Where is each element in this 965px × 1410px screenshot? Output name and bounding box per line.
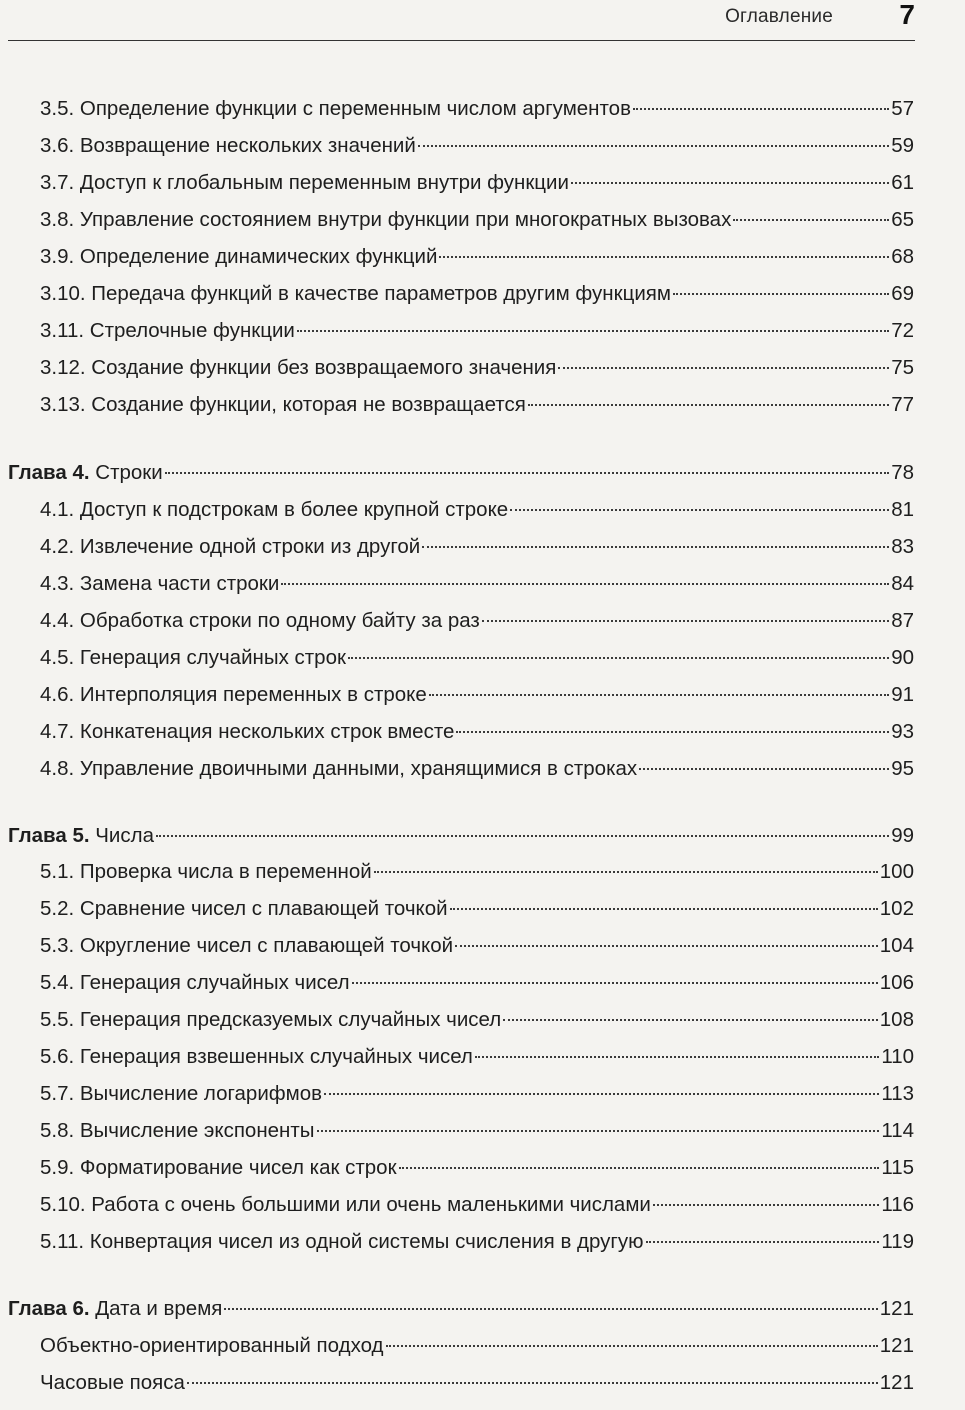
- toc-page-number: 114: [881, 1119, 914, 1142]
- dot-leader: [482, 619, 889, 622]
- toc-section-entry: [40, 131, 914, 161]
- dot-leader: [633, 107, 889, 110]
- toc-section-entry: [40, 1079, 914, 1109]
- dot-leader: [317, 1129, 880, 1132]
- page-number: 7: [899, 0, 915, 30]
- toc-entry-title: 5.4. Генерация случайных чисел: [40, 971, 350, 994]
- toc-entry-title: 3.13. Создание функции, которая не возвращается: [40, 393, 526, 416]
- toc-page-number: 75: [891, 356, 914, 379]
- toc-page-number: 116: [881, 1193, 914, 1216]
- toc-entry-label: [40, 1368, 185, 1398]
- toc-section-entry: [40, 1190, 914, 1220]
- toc-section-entry: [40, 1227, 914, 1257]
- toc-page-number: 104: [879, 934, 914, 957]
- toc-entry-title: 4.8. Управление двоичными данными, хранящимися в строках: [40, 757, 638, 780]
- toc-entry-label: [8, 458, 163, 488]
- dot-leader: [475, 1055, 879, 1058]
- dot-leader: [510, 508, 889, 511]
- toc-entry-label: [8, 1294, 222, 1324]
- toc-entry-label: [40, 279, 671, 309]
- toc-page-number: 121: [879, 1334, 914, 1357]
- toc-entry-label: [40, 968, 350, 998]
- toc-section-entry: [40, 168, 914, 198]
- toc-entry-title: 5.5. Генерация предсказуемых случайных чисел: [40, 1008, 502, 1031]
- toc-section-entry: [40, 754, 914, 784]
- dot-leader: [456, 730, 889, 733]
- toc-entry-title: 3.7. Доступ к глобальным переменным внутри функции: [40, 171, 569, 194]
- toc-page-number: 119: [881, 1230, 914, 1253]
- toc-section-entry: [40, 242, 914, 272]
- toc-entry-title: Объектно-ориентированный подход: [40, 1334, 384, 1357]
- toc-page-number: 113: [881, 1082, 914, 1105]
- toc-entry-title: 5.8. Вычисление экспоненты: [40, 1119, 315, 1142]
- toc-page-number: 108: [879, 1008, 914, 1031]
- toc-page-number: 69: [891, 282, 914, 305]
- toc-entry-title: 3.9. Определение динамических функций: [40, 245, 438, 268]
- toc-entry-label: [40, 606, 480, 636]
- toc-entry-title: 5.3. Округление чисел с плавающей точкой: [40, 934, 454, 957]
- toc-page-number: 59: [891, 134, 914, 157]
- dot-leader: [324, 1092, 879, 1095]
- toc-page-number: 115: [881, 1156, 914, 1179]
- toc-entry-title: 5.6. Генерация взвешенных случайных чисел: [40, 1045, 473, 1068]
- toc-section-entry: [40, 1153, 914, 1183]
- toc-entry-label: [40, 894, 448, 924]
- toc-entry-label: [40, 1153, 397, 1183]
- toc-entry-title: 4.6. Интерполяция переменных в строке: [40, 683, 427, 706]
- toc-entry-label: [40, 353, 556, 383]
- toc-section-entry: [40, 390, 914, 420]
- toc-entry-label: [40, 316, 295, 346]
- dot-leader: [429, 693, 889, 696]
- toc-entry-label: [40, 857, 372, 887]
- dot-leader: [653, 1203, 879, 1206]
- dot-leader: [418, 144, 889, 147]
- dot-leader: [386, 1344, 878, 1347]
- running-header-title: Оглавление: [725, 6, 833, 27]
- toc-entry-title: 4.7. Конкатенация нескольких строк вместе: [40, 720, 455, 743]
- toc-section-entry: [40, 279, 914, 309]
- toc-section-entry: [40, 606, 914, 636]
- toc-entry-label: [40, 1227, 644, 1257]
- toc-page-number: 83: [891, 535, 914, 558]
- toc-entry-title: 5.2. Сравнение чисел с плавающей точкой: [40, 897, 448, 920]
- toc-section-entry: [40, 857, 914, 887]
- chapter-prefix: Глава 6.: [8, 1297, 90, 1320]
- toc-entry-label: [40, 1116, 315, 1146]
- toc-section-entry: [40, 205, 914, 235]
- toc-section-entry: [40, 717, 914, 747]
- toc-page-number: 77: [891, 393, 914, 416]
- dot-leader: [156, 834, 889, 837]
- toc-page-number: 65: [891, 208, 914, 231]
- toc-entry-label: [40, 495, 508, 525]
- toc-entry-label: [40, 390, 526, 420]
- toc-section-entry: [40, 316, 914, 346]
- toc-page-number: 91: [891, 683, 914, 706]
- toc-entry-title: Строки: [95, 461, 163, 484]
- toc-entry-label: [40, 1331, 384, 1361]
- toc-entry-label: [40, 717, 454, 747]
- running-header: [8, 0, 915, 41]
- toc-chapter-entry: [8, 1294, 914, 1324]
- toc-page-number: 68: [891, 245, 914, 268]
- toc-entry-title: 4.1. Доступ к подстрокам в более крупной строке: [40, 498, 509, 521]
- dot-leader: [455, 944, 878, 947]
- toc-section-entry: [40, 968, 914, 998]
- toc-section-entry: [40, 643, 914, 673]
- toc-page-number: 106: [879, 971, 914, 994]
- toc-page-number: 102: [879, 897, 914, 920]
- toc-section-entry: [40, 94, 914, 124]
- dot-leader: [224, 1307, 877, 1310]
- toc-entry-title: 4.4. Обработка строки по одному байту за раз: [40, 609, 480, 632]
- toc-page-number: 110: [881, 1045, 914, 1068]
- dot-leader: [639, 767, 889, 770]
- dot-leader: [352, 981, 878, 984]
- chapter-prefix: Глава 5.: [8, 824, 90, 847]
- toc-section-entry: [40, 680, 914, 710]
- toc-entry-title: 3.8. Управление состоянием внутри функции при многократных вызовах: [40, 208, 732, 231]
- toc-entry-label: [40, 931, 453, 961]
- toc-entry-title: Числа: [95, 824, 154, 847]
- dot-leader: [571, 181, 889, 184]
- dot-leader: [673, 292, 889, 295]
- dot-leader: [281, 582, 889, 585]
- toc-page-number: 93: [891, 720, 914, 743]
- toc-section-entry: [40, 1005, 914, 1035]
- chapter-prefix: Глава 4.: [8, 461, 90, 484]
- toc-entry-label: [40, 1042, 473, 1072]
- toc-entry-title: 5.7. Вычисление логарифмов: [40, 1082, 323, 1105]
- toc-entry-label: [40, 242, 437, 272]
- toc-entry-title: 3.5. Определение функции с переменным числом аргументов: [40, 97, 631, 120]
- toc-entry-label: [40, 680, 427, 710]
- toc-entry-label: [40, 1079, 322, 1109]
- toc-entry-label: [40, 168, 569, 198]
- toc-entry-label: [8, 821, 154, 851]
- dot-leader: [733, 218, 889, 221]
- toc-entry-title: 4.5. Генерация случайных строк: [40, 646, 346, 669]
- dot-leader: [165, 471, 890, 474]
- toc-section-entry: [40, 1368, 914, 1398]
- dot-leader: [374, 870, 878, 873]
- toc-entry-label: [40, 1005, 501, 1035]
- toc-section-entry: [40, 353, 914, 383]
- toc-entry-title: 3.10. Передача функций в качестве параметров другим функциям: [40, 282, 671, 305]
- dot-leader: [297, 329, 889, 332]
- toc-entry-label: [40, 754, 637, 784]
- dot-leader: [399, 1166, 880, 1169]
- toc-section-entry: [40, 532, 914, 562]
- toc-section-entry: [40, 1116, 914, 1146]
- toc-entry-label: [40, 569, 279, 599]
- toc-entry-title: 4.3. Замена части строки: [40, 572, 280, 595]
- toc-entry-title: 5.9. Форматирование чисел как строк: [40, 1156, 397, 1179]
- dot-leader: [187, 1381, 878, 1384]
- toc-page-number: 72: [891, 319, 914, 342]
- toc-chapter-entry: [8, 821, 914, 851]
- dot-leader: [439, 255, 889, 258]
- dot-leader: [528, 403, 889, 406]
- toc-section-entry: [40, 495, 914, 525]
- toc-page-number: 95: [891, 757, 914, 780]
- toc-page-number: 90: [891, 646, 914, 669]
- dot-leader: [646, 1240, 880, 1243]
- toc-page-number: 99: [891, 824, 914, 847]
- toc-entry-title: 3.11. Стрелочные функции: [40, 319, 295, 342]
- toc-page-number: 100: [879, 860, 914, 883]
- toc-page-number: 81: [891, 498, 914, 521]
- toc-entry-label: [40, 1190, 651, 1220]
- toc-chapter-entry: [8, 458, 914, 488]
- toc-entry-title: 5.10. Работа с очень большими или очень маленькими числами: [40, 1193, 651, 1216]
- toc-entry-title: 3.6. Возвращение нескольких значений: [40, 134, 416, 157]
- toc-page-number: 78: [891, 461, 914, 484]
- toc-entry-title: 5.11. Конвертация чисел из одной системы счисления в другую: [40, 1230, 644, 1253]
- toc-page-number: 57: [891, 97, 914, 120]
- toc-entry-label: [40, 643, 346, 673]
- dot-leader: [422, 545, 889, 548]
- dot-leader: [558, 366, 889, 369]
- toc-entry-title: Дата и время: [95, 1297, 223, 1320]
- toc-entry-label: [40, 94, 631, 124]
- toc-page-number: 121: [879, 1297, 914, 1320]
- toc-entry-title: 4.2. Извлечение одной строки из другой: [40, 535, 421, 558]
- toc-page-number: 87: [891, 609, 914, 632]
- toc-section-entry: [40, 894, 914, 924]
- toc-entry-title: Часовые пояса: [40, 1371, 185, 1394]
- toc-page-number: 121: [879, 1371, 914, 1394]
- dot-leader: [450, 907, 878, 910]
- toc-page-number: 84: [891, 572, 914, 595]
- dot-leader: [348, 656, 889, 659]
- toc-entry-label: [40, 532, 420, 562]
- dot-leader: [503, 1018, 878, 1021]
- toc-section-entry: [40, 569, 914, 599]
- toc-entry-title: 3.12. Создание функции без возвращаемого значения: [40, 356, 557, 379]
- toc-section-entry: [40, 931, 914, 961]
- toc-entry-label: [40, 131, 416, 161]
- toc-entry-title: 5.1. Проверка числа в переменной: [40, 860, 372, 883]
- toc-entry-label: [40, 205, 731, 235]
- toc-page-number: 61: [891, 171, 914, 194]
- toc-section-entry: [40, 1042, 914, 1072]
- toc-section-entry: [40, 1331, 914, 1361]
